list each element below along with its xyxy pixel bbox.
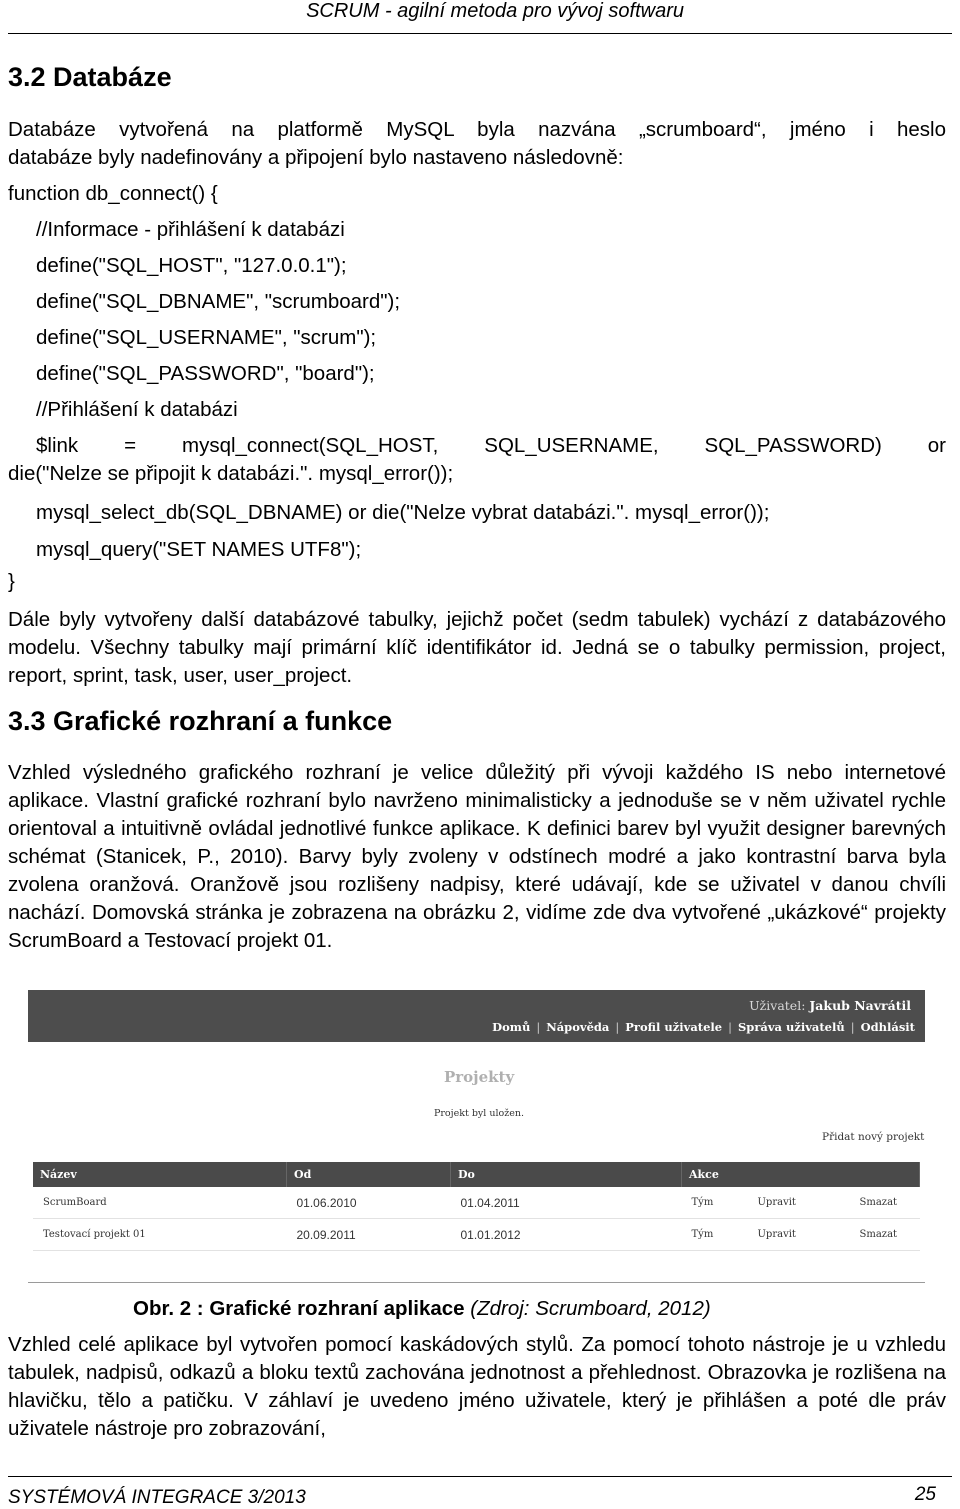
closing-paragraph: Vzhled celé aplikace byl vytvořen pomocí kaskádových stylů. Za pomocí tohoto nástroje je u vzhledu tabulek, nadpisů, odkazů a bloku textů zachována jednotnost a přehlednost. Obrazovka je rozlišena na hlavičku, tělo a patičku. V záhlaví je uvedeno jméno uživatele, který je přihlášen a poté dle práv uživatele nástroje pro zobrazování, (8, 1333, 946, 1440)
projects-table (33, 1162, 920, 1251)
project-to: 01.04.2011 (451, 1187, 682, 1219)
nav-user-admin[interactable]: Správa uživatelů (737, 1020, 845, 1034)
app-header-bar (28, 990, 925, 1042)
project-from: 01.06.2010 (287, 1187, 451, 1219)
table-row (33, 1187, 920, 1219)
section-heading-databaze: 3.2 Databáze (8, 62, 172, 92)
col-actions: Akce (682, 1162, 920, 1187)
page-number: 25 (914, 1484, 936, 1505)
journal-name: SYSTÉMOVÁ INTEGRACE 3/2013 (8, 1487, 306, 1508)
user-label: Uživatel: (749, 998, 806, 1013)
section-heading-graficke: 3.3 Grafické rozhraní a funkce (8, 706, 393, 736)
footer-rule (8, 1476, 952, 1477)
user-name: Jakub Navrátil (809, 998, 911, 1013)
app-nav: Domů | Nápověda | Profil uživatele | Správa uživatelů | Odhlásit (492, 1020, 915, 1034)
col-from: Od (287, 1162, 451, 1187)
code-line: $link = mysql_connect(SQL_HOST, SQL_USERNAME, SQL_PASSWORD) or (36, 434, 946, 457)
saved-message: Projekt byl uložen. (434, 1108, 524, 1119)
project-from: 20.09.2011 (287, 1219, 451, 1251)
intro-line-1: Databáze vytvořená na platformě MySQL byla nazvána „scrumboard“, jméno i heslo (8, 118, 946, 141)
projects-title: Projekty (444, 1068, 515, 1086)
table-header-row (33, 1162, 920, 1187)
nav-help[interactable]: Nápověda (546, 1020, 610, 1034)
add-project-link[interactable]: Přidat nový projekt (822, 1131, 925, 1143)
table-row (33, 1219, 920, 1251)
nav-home[interactable]: Domů (492, 1020, 531, 1034)
delete-link[interactable]: Smazat (850, 1187, 920, 1219)
col-to: Do (451, 1162, 682, 1187)
nav-logout[interactable]: Odhlásit (860, 1020, 915, 1034)
intro-line-2: databáze byly nadefinovány a připojení bylo nastaveno následovně: (8, 146, 624, 169)
user-info (749, 998, 911, 1013)
caption-label: Obr. 2 : Grafické rozhraní aplikace (133, 1297, 465, 1320)
delete-link[interactable]: Smazat (850, 1219, 920, 1251)
code-line: function db_connect() { (8, 182, 218, 205)
nav-profile[interactable]: Profil uživatele (625, 1020, 723, 1034)
figure-caption (133, 1297, 711, 1321)
app-screenshot-figure (28, 990, 925, 1283)
database-tables-paragraph: Dále byly vytvořeny další databázové tabulky, jejichž počet (sedm tabulek) vychází z databázového modelu. Všechny tabulky mají primární klíč identifikátor id. Jedná se o tabulky permission, project, report, sprint, task, user, user_project. (8, 608, 946, 687)
team-link[interactable]: Tým (682, 1187, 748, 1219)
code-line: die("Nelze se připojit k databázi.". mysql_error()); (8, 462, 454, 485)
code-line: define("SQL_USERNAME", "scrum"); (36, 326, 377, 349)
edit-link[interactable]: Upravit (748, 1187, 850, 1219)
code-line: define("SQL_DBNAME", "scrumboard"); (36, 290, 401, 313)
code-line: //Přihlášení k databázi (36, 398, 238, 421)
col-name: Název (33, 1162, 287, 1187)
code-line: } (8, 570, 15, 593)
code-line: mysql_select_db(SQL_DBNAME) or die("Nelze vybrat databázi.". mysql_error()); (36, 501, 770, 524)
code-line: define("SQL_HOST", "127.0.0.1"); (36, 254, 347, 277)
header-rule (8, 33, 952, 34)
edit-link[interactable]: Upravit (748, 1219, 850, 1251)
project-name: Testovací projekt 01 (33, 1219, 287, 1251)
caption-source: (Zdroj: Scrumboard, 2012) (470, 1297, 711, 1320)
project-to: 01.01.2012 (451, 1219, 682, 1251)
running-header: SCRUM - agilní metoda pro vývoj softwaru (306, 0, 684, 22)
team-link[interactable]: Tým (682, 1219, 748, 1251)
project-name: ScrumBoard (33, 1187, 287, 1219)
gui-paragraph: Vzhled výsledného grafického rozhraní je velice důležitý při vývoji každého IS nebo internetové aplikace. Vlastní grafické rozhraní bylo navrženo minimalisticky a jednoduše se v něm uživatel rychle orientoval a intuitivně ovládal jednotlivé funkce aplikace. K definici barev byl využit designer barevných schémat (Stanicek, P., 2010). Barvy byly zvoleny v odstínech modré a jako kontrastní barva byla zvolena oranžová. Oranžově jsou rozlišeny nadpisy, které udávají, kde se uživatel v danou chvíli nachází. Domovská stránka je zobrazena na obrázku 2, vidíme zde dva vytvořené „ukázkové“ projekty ScrumBoard a Testovací projekt 01. (8, 761, 946, 952)
code-line: //Informace - přihlášení k databázi (36, 218, 345, 241)
code-line: mysql_query("SET NAMES UTF8"); (36, 538, 362, 561)
code-line: define("SQL_PASSWORD", "board"); (36, 362, 375, 385)
